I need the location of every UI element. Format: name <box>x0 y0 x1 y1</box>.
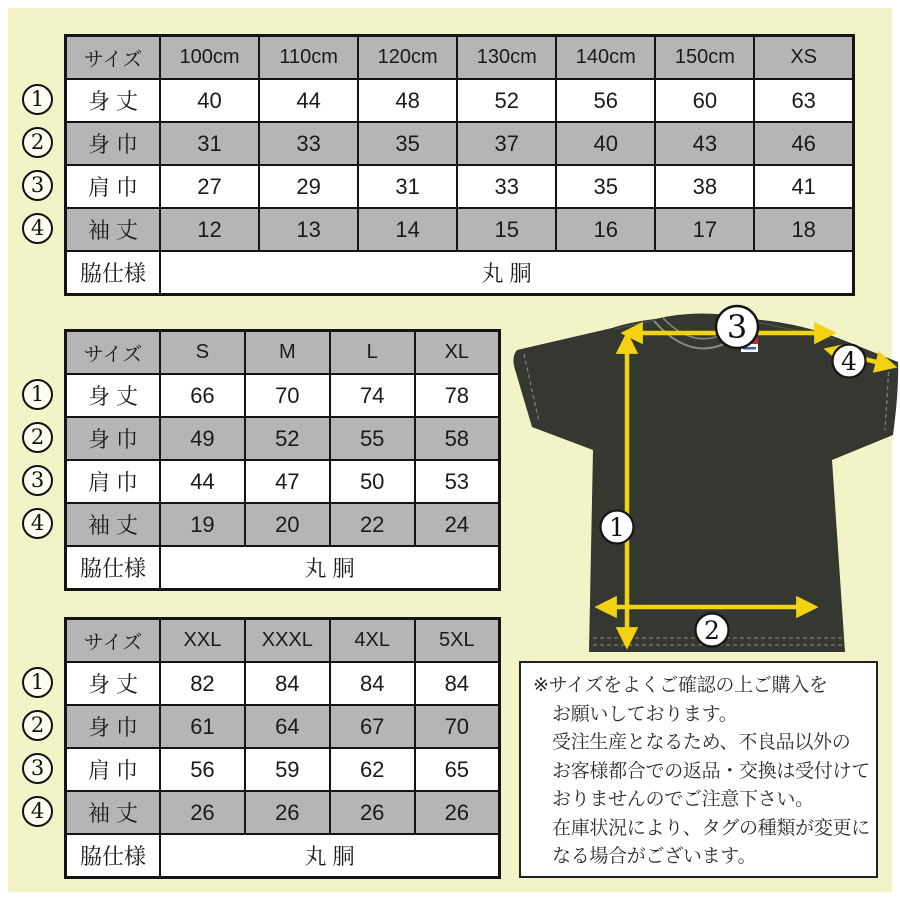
measure-value: 49 <box>160 417 245 460</box>
footer-row-label: 脇仕様 <box>66 251 161 295</box>
measure-row-label: 身 巾 <box>66 417 161 460</box>
size-column-header: 110cm <box>259 36 358 80</box>
footer-value: 丸 胴 <box>160 251 854 295</box>
measure-value: 67 <box>330 705 415 748</box>
measure-value: 74 <box>330 374 415 417</box>
measure-value: 58 <box>415 417 500 460</box>
size-column-header: M <box>245 331 330 375</box>
measure-value: 65 <box>415 748 500 791</box>
measure-value: 26 <box>415 791 500 834</box>
measure-value: 64 <box>245 705 330 748</box>
svg-text:2: 2 <box>704 616 720 645</box>
measure-value: 22 <box>330 503 415 546</box>
measure-value: 16 <box>556 208 655 251</box>
notice-line: なる場合がございます。 <box>552 846 757 867</box>
measure-value: 31 <box>160 122 259 165</box>
circled-number-3: 3 <box>22 170 53 201</box>
circled-number-1: 1 <box>22 667 53 698</box>
measure-value: 48 <box>358 79 457 122</box>
measure-value: 52 <box>457 79 556 122</box>
svg-text:1: 1 <box>609 513 625 542</box>
row-badge-column <box>20 329 60 591</box>
circled-number-1: 1 <box>22 84 53 115</box>
measure-value: 56 <box>160 748 245 791</box>
circled-number-2: 2 <box>22 710 53 741</box>
notice-line: お願いしております。 <box>552 703 738 725</box>
measure-value: 43 <box>655 122 754 165</box>
measure-value: 17 <box>655 208 754 251</box>
size-header-label: サイズ <box>66 619 161 663</box>
measure-value: 26 <box>160 791 245 834</box>
measure-value: 38 <box>655 165 754 208</box>
measure-value: 18 <box>754 208 853 251</box>
size-column-header: XXXL <box>245 619 330 663</box>
measure-value: 53 <box>415 460 500 503</box>
footer-value: 丸 胴 <box>160 546 500 590</box>
diagram-badge-4 <box>833 345 866 378</box>
measure-value: 44 <box>259 79 358 122</box>
measure-value: 63 <box>754 79 853 122</box>
size-column-header: 140cm <box>556 36 655 80</box>
measure-value: 15 <box>457 208 556 251</box>
measure-value: 35 <box>556 165 655 208</box>
circled-number-4: 4 <box>22 796 53 827</box>
measure-value: 84 <box>415 662 500 705</box>
size-column-header: 120cm <box>358 36 457 80</box>
measure-value: 78 <box>415 374 500 417</box>
diagram-badge-2 <box>696 614 729 647</box>
notice-line: ※サイズをよくご確認の上ご購入を <box>533 675 828 696</box>
footer-value: 丸 胴 <box>160 834 500 878</box>
measure-value: 31 <box>358 165 457 208</box>
circled-number-3: 3 <box>22 465 53 496</box>
row-badge-column <box>20 34 60 296</box>
measure-value: 40 <box>556 122 655 165</box>
measure-row-label: 肩 巾 <box>66 460 161 503</box>
row-badge-column <box>20 617 60 879</box>
measure-value: 33 <box>457 165 556 208</box>
circled-number-4: 4 <box>22 508 53 539</box>
notice-line: 在庫状況により、タグの種類が変更に <box>552 817 870 839</box>
measure-value: 20 <box>245 503 330 546</box>
size-column-header: L <box>330 331 415 375</box>
measure-value: 26 <box>245 791 330 834</box>
measure-row-label: 袖 丈 <box>66 503 161 546</box>
svg-text:3: 3 <box>726 308 748 346</box>
size-column-header: 5XL <box>415 619 500 663</box>
measure-value: 66 <box>160 374 245 417</box>
size-column-header: XS <box>754 36 853 80</box>
size-table-adult-s-xl <box>64 329 501 591</box>
measure-value: 46 <box>754 122 853 165</box>
measure-value: 70 <box>415 705 500 748</box>
measure-value: 70 <box>245 374 330 417</box>
tshirt-measure-diagram <box>505 300 900 662</box>
size-column-header: XL <box>415 331 500 375</box>
size-table-kids-100cm-xs <box>64 34 855 296</box>
measure-row-label: 肩 巾 <box>66 165 161 208</box>
circled-number-1: 1 <box>22 379 53 410</box>
measure-row-label: 肩 巾 <box>66 748 161 791</box>
measure-value: 24 <box>415 503 500 546</box>
measure-row-label: 身 巾 <box>66 122 161 165</box>
footer-row-label: 脇仕様 <box>66 546 161 590</box>
diagram-badge-3 <box>716 306 758 348</box>
measure-value: 37 <box>457 122 556 165</box>
size-header-label: サイズ <box>66 331 161 375</box>
measure-value: 41 <box>754 165 853 208</box>
adult-size-table-section <box>20 329 510 591</box>
measure-value: 47 <box>245 460 330 503</box>
diagram-badge-1 <box>601 511 634 544</box>
measure-row-label: 袖 丈 <box>66 208 161 251</box>
measure-value: 27 <box>160 165 259 208</box>
size-column-header: 4XL <box>330 619 415 663</box>
measure-row-label: 身 巾 <box>66 705 161 748</box>
notice-line: お客様都合での返品・交換は受付けて <box>552 760 870 782</box>
measure-value: 60 <box>655 79 754 122</box>
circled-number-2: 2 <box>22 127 53 158</box>
size-column-header: S <box>160 331 245 375</box>
measure-value: 56 <box>556 79 655 122</box>
size-column-header: 100cm <box>160 36 259 80</box>
measure-row-label: 身 丈 <box>66 662 161 705</box>
measure-value: 26 <box>330 791 415 834</box>
circled-number-3: 3 <box>22 753 53 784</box>
measure-value: 55 <box>330 417 415 460</box>
measure-value: 59 <box>245 748 330 791</box>
measure-value: 13 <box>259 208 358 251</box>
circled-number-2: 2 <box>22 422 53 453</box>
size-table-big-xxl-5xl <box>64 617 501 879</box>
measure-value: 40 <box>160 79 259 122</box>
measure-value: 62 <box>330 748 415 791</box>
big-size-table-section <box>20 617 510 879</box>
measure-value: 35 <box>358 122 457 165</box>
kids-size-table-section <box>20 34 860 296</box>
measure-value: 82 <box>160 662 245 705</box>
measure-row-label: 身 丈 <box>66 374 161 417</box>
svg-text:4: 4 <box>841 347 857 376</box>
measure-value: 19 <box>160 503 245 546</box>
notice-box <box>519 661 878 878</box>
size-header-label: サイズ <box>66 36 161 80</box>
measure-value: 44 <box>160 460 245 503</box>
measure-row-label: 身 丈 <box>66 79 161 122</box>
measure-value: 12 <box>160 208 259 251</box>
size-column-header: 150cm <box>655 36 754 80</box>
circled-number-4: 4 <box>22 213 53 244</box>
measure-value: 52 <box>245 417 330 460</box>
size-column-header: 130cm <box>457 36 556 80</box>
notice-line: おりませんのでご注意下さい。 <box>552 789 814 810</box>
measure-value: 61 <box>160 705 245 748</box>
measure-value: 50 <box>330 460 415 503</box>
measure-value: 33 <box>259 122 358 165</box>
measure-value: 84 <box>330 662 415 705</box>
size-column-header: XXL <box>160 619 245 663</box>
measure-value: 84 <box>245 662 330 705</box>
notice-line: 受注生産となるため、不良品以外の <box>552 732 851 753</box>
measure-value: 14 <box>358 208 457 251</box>
measure-row-label: 袖 丈 <box>66 791 161 834</box>
footer-row-label: 脇仕様 <box>66 834 161 878</box>
measure-value: 29 <box>259 165 358 208</box>
